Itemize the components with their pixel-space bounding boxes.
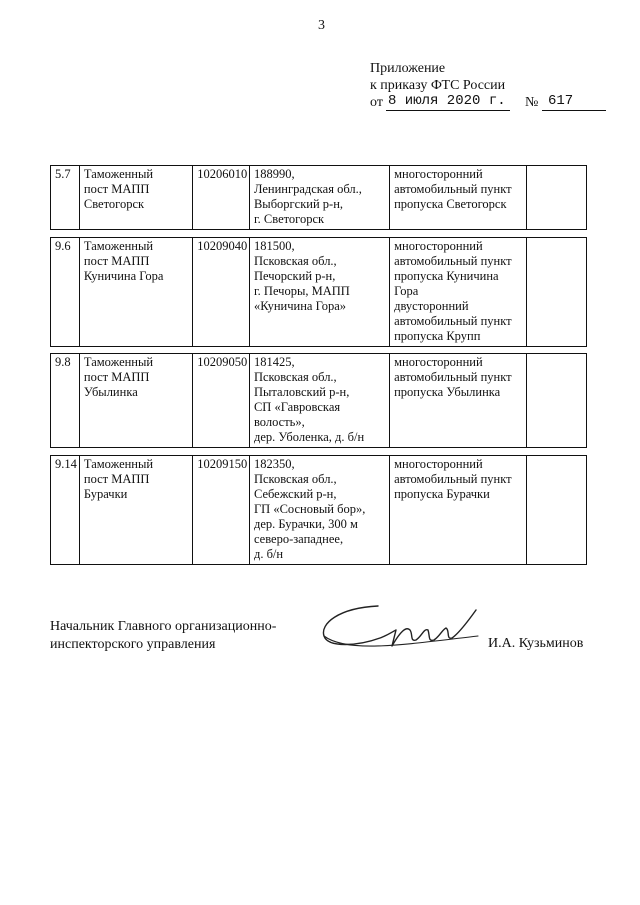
table-row — [50, 353, 587, 448]
row-number: 9.8 — [51, 354, 80, 448]
table-row — [50, 165, 587, 230]
row-number: 5.7 — [51, 166, 80, 230]
order-date-number — [370, 94, 600, 114]
post-address: 181500, Псковская обл., Печорский р-н, г. Печоры, МАПП «Куничина Гора» — [249, 238, 389, 347]
post-name: Таможенный пост МАПП Бурачки — [79, 456, 192, 565]
signatory-name: И.А. Кузьминов — [488, 636, 584, 651]
post-code: 10209050 — [193, 354, 250, 448]
extra-cell — [527, 456, 587, 565]
table-row — [50, 237, 587, 347]
appendix-header — [370, 60, 600, 114]
checkpoint-name: многосторонний автомобильный пункт пропуска Бурачки — [390, 456, 527, 565]
post-code: 10206010 — [193, 166, 250, 230]
appendix-title: Приложение — [370, 61, 446, 76]
post-address: 182350, Псковская обл., Себежский р-н, ГП «Сосновый бор», дер. Бурачки, 300 м северо-западнее, д. б/н — [249, 456, 389, 565]
appendix-order-line: к приказу ФТС России — [370, 78, 506, 93]
checkpoint-name: многосторонний автомобильный пункт пропуска Куничина Гора двусторонний автомобильный пункт пропуска Крупп — [390, 238, 527, 347]
number-label: № — [525, 95, 539, 110]
post-name: Таможенный пост МАПП Светогорск — [79, 166, 192, 230]
post-name: Таможенный пост МАПП Куничина Гора — [79, 238, 192, 347]
signatory-title: Начальник Главного организационно- инспекторского управления — [50, 619, 277, 652]
extra-cell — [527, 238, 587, 347]
extra-cell — [527, 354, 587, 448]
from-label: от — [370, 95, 383, 110]
table-row — [50, 455, 587, 565]
page-number: 3 — [318, 18, 325, 33]
row-number: 9.6 — [51, 238, 80, 347]
handwritten-signature — [318, 596, 488, 666]
checkpoint-name: многосторонний автомобильный пункт пропуска Светогорск — [390, 166, 527, 230]
post-code: 10209040 — [193, 238, 250, 347]
post-address: 181425, Псковская обл., Пыталовский р-н, СП «Гавровская волость», дер. Уболенка, д. б/н — [249, 354, 389, 448]
post-name: Таможенный пост МАПП Убылинка — [79, 354, 192, 448]
post-address: 188990, Ленинградская обл., Выборгский р-н, г. Светогорск — [249, 166, 389, 230]
order-number: 617 — [542, 93, 606, 111]
row-number: 9.14 — [51, 456, 80, 565]
order-date: 8 июля 2020 г. — [386, 93, 510, 111]
checkpoint-name: многосторонний автомобильный пункт пропуска Убылинка — [390, 354, 527, 448]
post-code: 10209150 — [193, 456, 250, 565]
extra-cell — [527, 166, 587, 230]
